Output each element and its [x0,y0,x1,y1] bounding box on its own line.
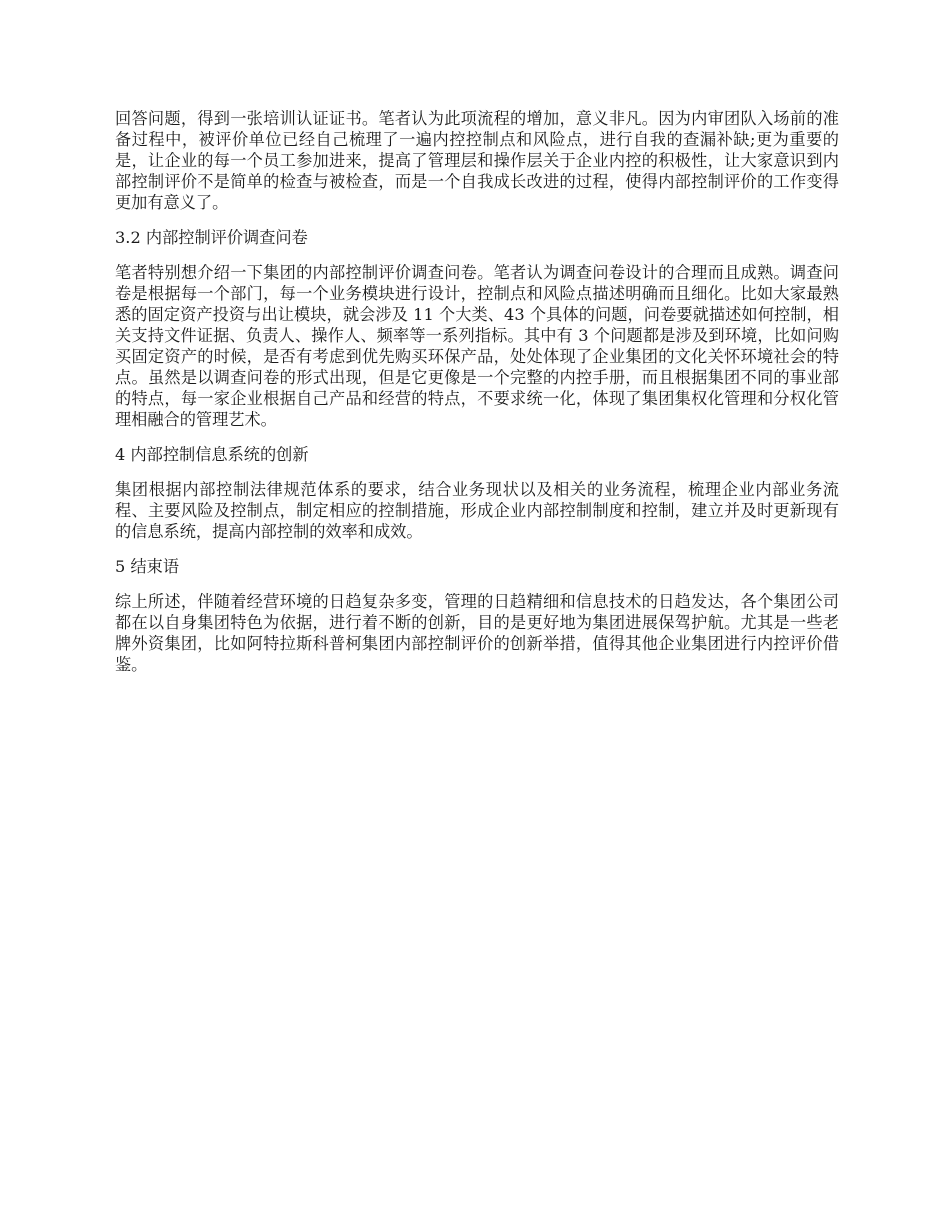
document-body [115,108,839,689]
section-heading-4: 4 内部控制信息系统的创新 [115,445,309,464]
section-heading-5: 5 结束语 [115,557,180,576]
paragraph-conclusion: 综上所述，伴随着经营环境的日趋复杂多变，管理的日趋精细和信息技术的日趋发达，各个集团公司都在以自身集团特色为依据，进行着不断的创新，目的是更好地为集团进展保驾护航。尤其是一些老牌外资集团，比如阿特拉斯科普柯集团内部控制评价的创新举措，值得其他企业集团进行内控评价借鉴。 [115,592,839,674]
paragraph-training-certificate: 回答问题，得到一张培训认证证书。笔者认为此项流程的增加，意义非凡。因为内审团队入场前的准备过程中，被评价单位已经自己梳理了一遍内控控制点和风险点，进行自我的查漏补缺;更为重要的是，让企业的每一个员工参加进来，提高了管理层和操作层关于企业内控的积极性，让大家意识到内部控制评价不是简单的检查与被检查，而是一个自我成长改进的过程，使得内部控制评价的工作变得更加有意义了。 [115,109,839,212]
section-heading-3-2: 3.2 内部控制评价调查问卷 [115,228,308,247]
paragraph-survey-questionnaire: 笔者特别想介绍一下集团的内部控制评价调查问卷。笔者认为调查问卷设计的合理而且成熟。调查问卷是根据每一个部门，每一个业务模块进行设计，控制点和风险点描述明确而且细化。比如大家最熟悉的固定资产投资与出让模块，就会涉及 11 个大类、43 个具体的问题，问卷要就描述如何控制，相关支持文件证据、负责人、操作人、频率等一系列指标。其中有 3 个问题都是涉及到环境，比如问购买固定资产的时候，是否有考虑到优先购买环保产品，处处体现了企业集团的文化关怀环境社会的特点。虽然是以调查问卷的形式出现，但是它更像是一个完整的内控手册，而且根据集团不同的事业部的特点，每一家企业根据自己产品和经营的特点，不要求统一化，体现了集团集权化管理和分权化管理相融合的管理艺术。 [115,263,839,429]
paragraph-information-system: 集团根据内部控制法律规范体系的要求，结合业务现状以及相关的业务流程，梳理企业内部业务流程、主要风险及控制点，制定相应的控制措施，形成企业内部控制制度和控制，建立并及时更新现有的信息系统，提高内部控制的效率和成效。 [115,480,839,541]
